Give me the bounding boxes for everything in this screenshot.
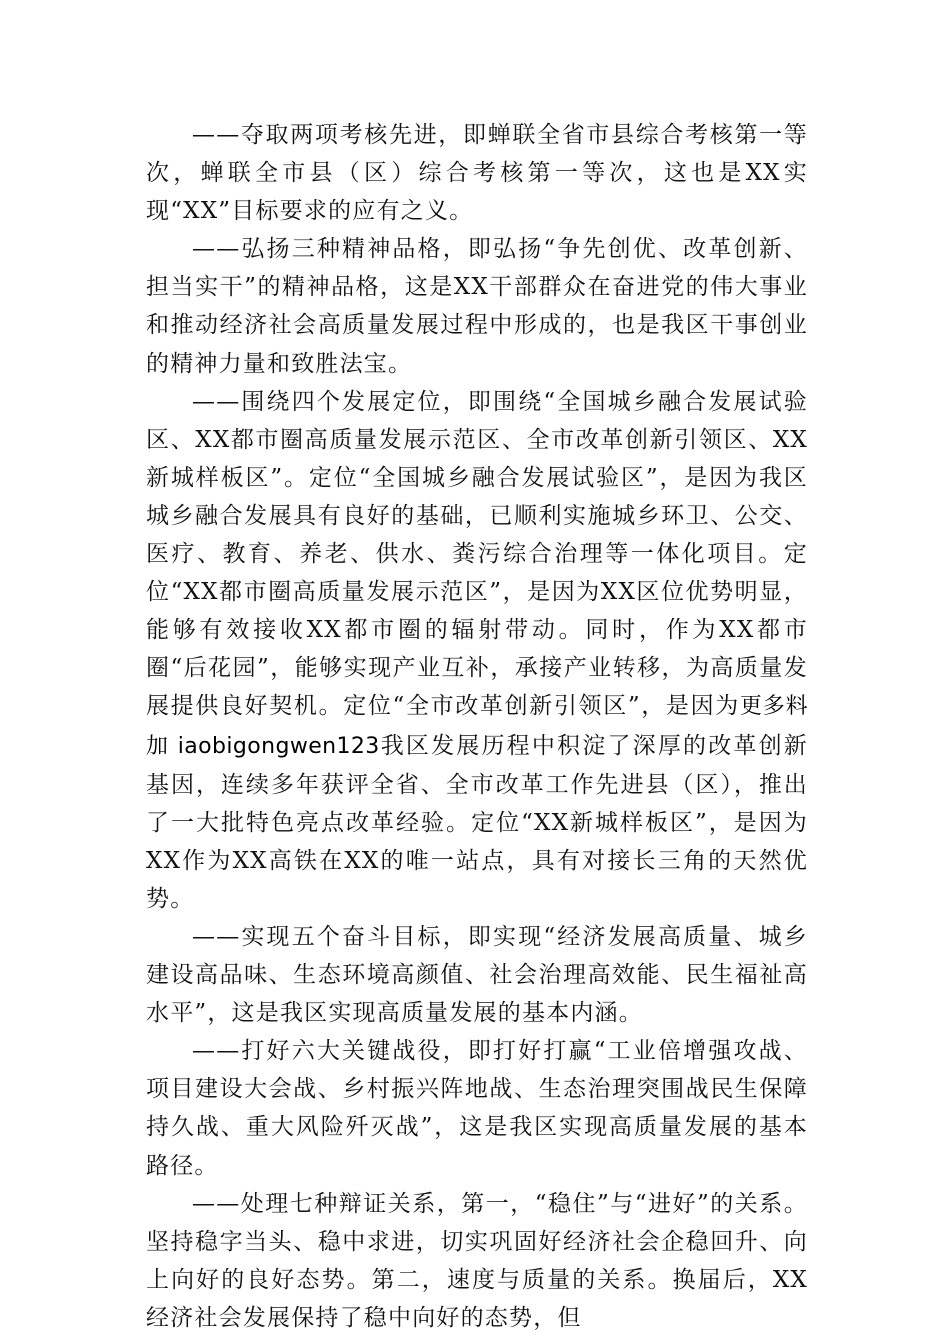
promo-text: 更多料加 iaobigongwen123: [146, 694, 808, 759]
paragraph-assessment: ——夺取两项考核先进，即蝉联全省市县综合考核第一等次，蝉联全市县（区）综合考核第一等次，这也是XX实现“XX”目标要求的应有之义。: [146, 122, 808, 225]
document-body: [146, 116, 808, 1337]
paragraph-goals: ——实现五个奋斗目标，即实现“经济发展高质量、城乡建设高品味、生态环境高颜值、社会治理高效能、民生福祉高水平”，这是我区实现高质量发展的基本内涵。: [146, 923, 808, 1027]
paragraph-positioning-part-1: ——围绕四个发展定位，即围绕“全国城乡融合发展试验区、XX都市圈高质量发展示范区、全市改革创新引领区、XX新城样板区”。定位“全国城乡融合发展试验区”，是因为我区城乡融合发展具有良好的基础，已顺利实施城乡环卫、公交、医疗、教育、养老、供水、粪污综合治理等一体化项目。定位“XX都市圈高质量发展示范区”，是因为XX区位优势明显，能够有效接收XX都市圈的辐射带动。同时，作为XX都市圈“后花园”，能够实现产业互补，承接产业转移，为高质量发展提供良好契机。定位“全市改革创新引领区”，是因为: [146, 388, 808, 720]
paragraph-positioning-part-2: 我区发展历程中积淀了深厚的改革创新基因，连续多年获评全省、全市改革工作先进县（区），推出了一大批特色亮点改革经验。定位“XX新城样板区”，是因为XX作为XX高铁在XX的唯一站点，具有对接长三角的天然优势。: [146, 732, 808, 912]
paragraph-positioning: [146, 383, 808, 918]
paragraph-relations: ——处理七种辩证关系，第一，“稳住”与“进好”的关系。坚持稳字当头、稳中求进，切实巩固好经济社会企稳回升、向上向好的良好态势。第二，速度与质量的关系。换届后，XX经济社会发展保持了稳中向好的态势，但: [146, 1190, 808, 1331]
paragraph-spirit: ——弘扬三种精神品格，即弘扬“争先创优、改革创新、担当实干”的精神品格，这是XX干部群众在奋进党的伟大事业和推动经济社会高质量发展过程中形成的，也是我区干事创业的精神力量和致胜法宝。: [146, 236, 808, 377]
paragraph-battles: ——打好六大关键战役，即打好打赢“工业倍增强攻战、项目建设大会战、乡村振兴阵地战、生态治理突围战民生保障持久战、重大风险歼灭战”，这是我区实现高质量发展的基本路径。: [146, 1038, 808, 1179]
